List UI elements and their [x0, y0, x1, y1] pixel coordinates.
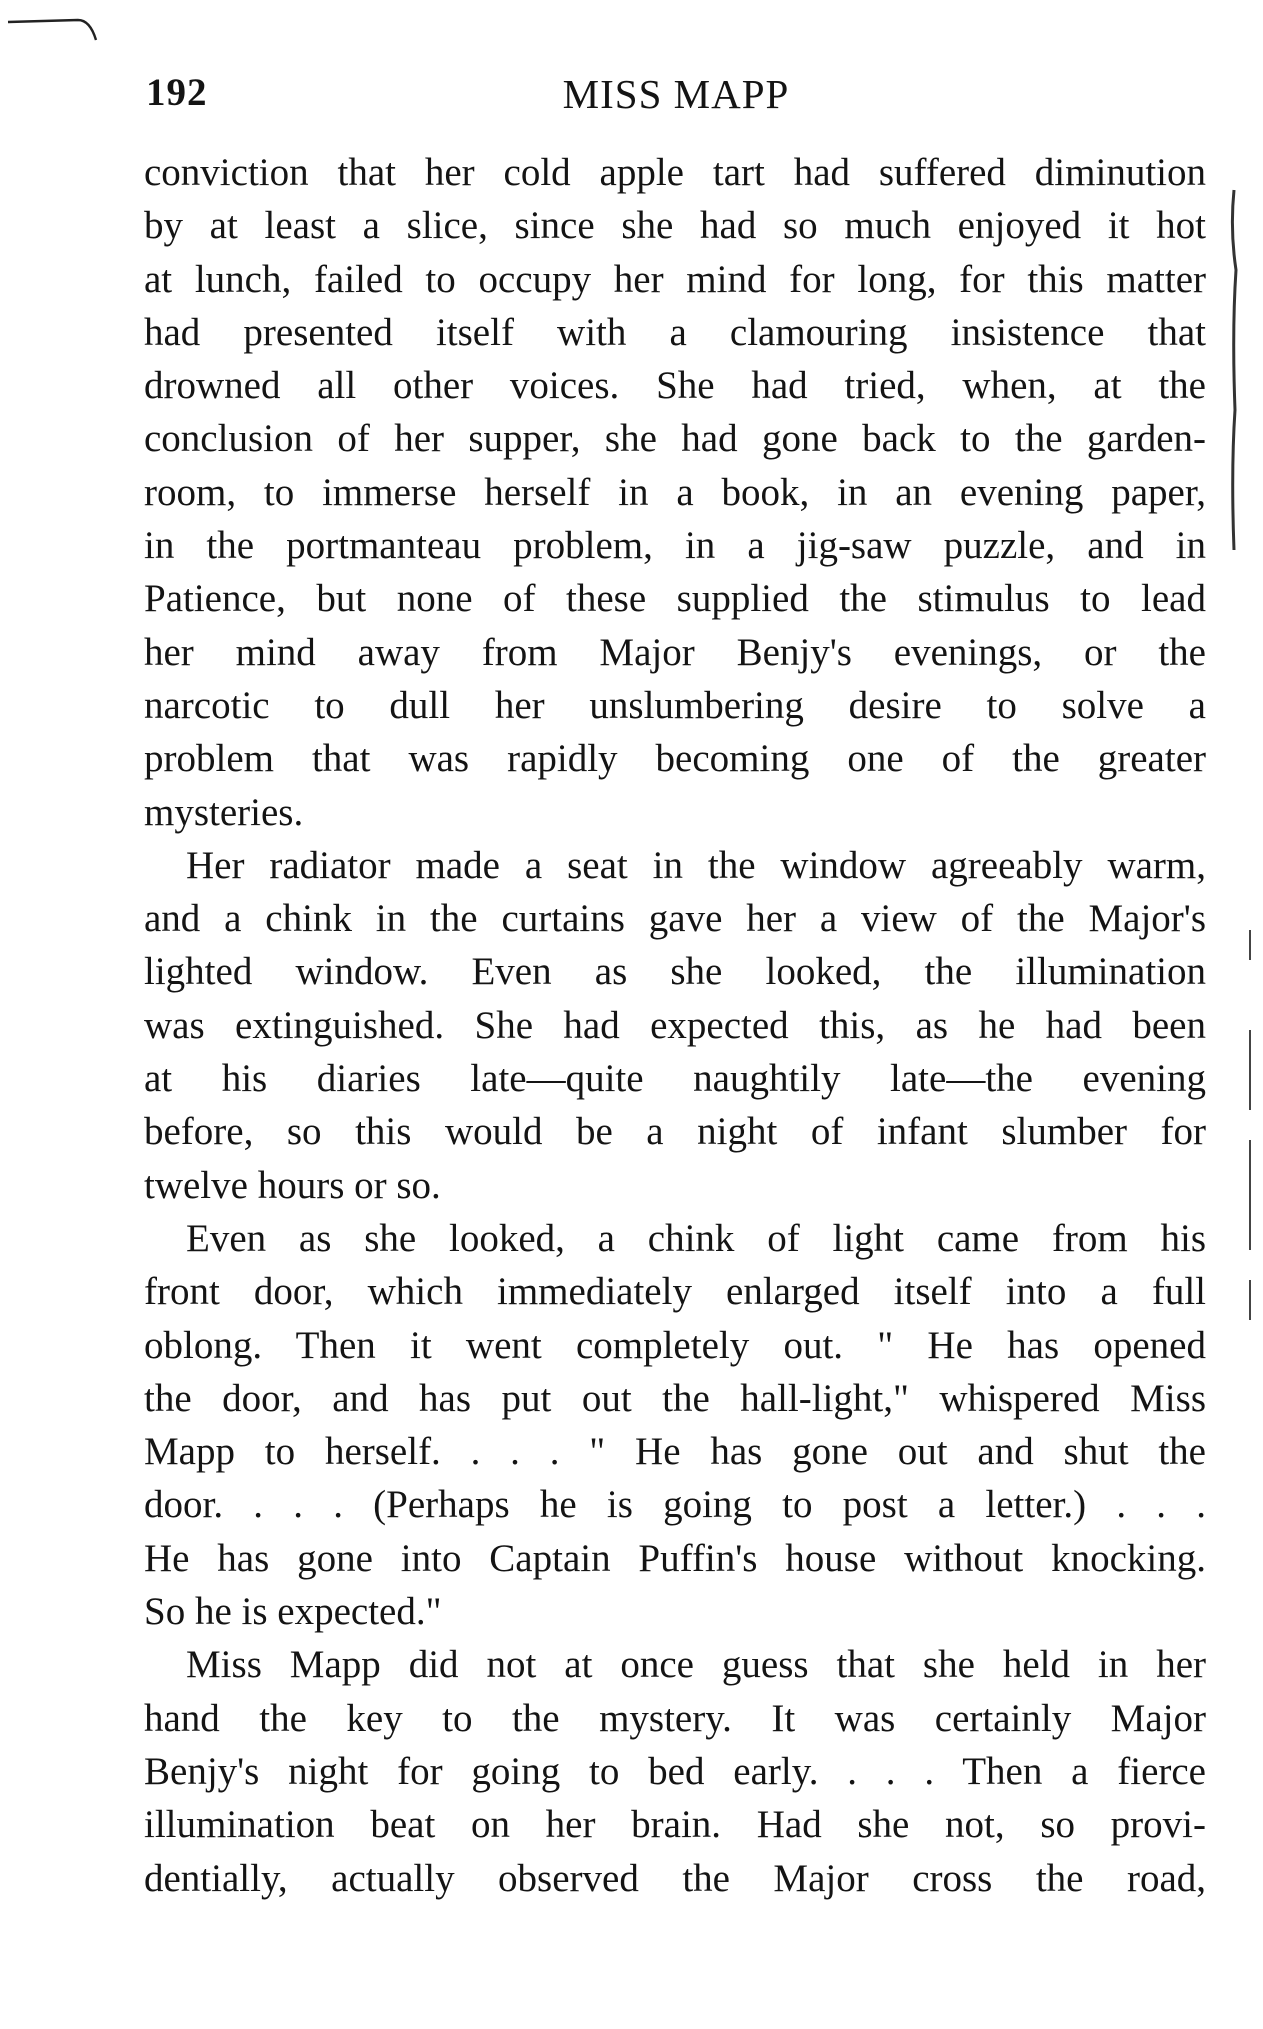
text-line: before, so this would be a night of infant slumber for — [144, 1110, 1206, 1154]
text-line: narcotic to dull her unslumbering desire to solve a — [144, 683, 1206, 727]
text-line: by at least a slice, since she had so much enjoyed it hot — [144, 204, 1206, 248]
text-line: was extinguished. She had expected this, as he had been — [144, 1003, 1206, 1047]
page-number: 192 — [146, 71, 208, 114]
text-line: door. . . . (Perhaps he is going to post a letter.) . . . — [144, 1483, 1206, 1527]
text-line: So he is expected." — [144, 1590, 442, 1634]
text-line: Mapp to herself. . . . " He has gone out and shut the — [144, 1430, 1206, 1474]
text-line: conviction that her cold apple tart had suffered diminution — [144, 151, 1206, 194]
text-line: at his diaries late—quite naughtily late—the evening — [144, 1057, 1206, 1101]
text-line: mysteries. — [144, 790, 304, 834]
text-line: Miss Mapp did not at once guess that she held in her — [186, 1643, 1206, 1687]
text-line: room, to immerse herself in a book, in an evening paper, — [144, 470, 1206, 514]
text-line: He has gone into Captain Puffin's house without knocking. — [144, 1536, 1206, 1580]
text-line: Her radiator made a seat in the window agreeably warm, — [186, 843, 1206, 887]
text-line: Even as she looked, a chink of light came from his — [186, 1216, 1206, 1260]
text-line: front door, which immediately enlarged itself into a full — [144, 1270, 1206, 1314]
text-line: had presented itself with a clamouring insistence that — [144, 310, 1206, 354]
scan-edge-marks — [1228, 150, 1258, 1450]
text-line: and a chink in the curtains gave her a view of the Major's — [144, 897, 1206, 941]
text-line: dentially, actually observed the Major cross the road, — [144, 1856, 1206, 1900]
body-text — [144, 146, 1206, 1905]
page-header — [146, 70, 1206, 130]
paragraph — [144, 839, 1206, 1212]
text-line: in the portmanteau problem, in a jig-saw puzzle, and in — [144, 524, 1206, 568]
paragraph — [144, 146, 1206, 839]
text-line: the door, and has put out the hall-light," whispered Miss — [144, 1376, 1206, 1420]
text-line: twelve hours or so. — [144, 1163, 441, 1207]
running-head: MISS MAPP — [562, 71, 790, 117]
text-line: hand the key to the mystery. It was certainly Major — [144, 1696, 1206, 1740]
text-line: drowned all other voices. She had tried, when, at the — [144, 364, 1206, 408]
text-line: her mind away from Major Benjy's evenings, or the — [144, 630, 1206, 674]
paragraph — [144, 1212, 1206, 1638]
text-line: oblong. Then it went completely out. " He has opened — [144, 1323, 1206, 1367]
pencil-corner-mark — [6, 10, 102, 44]
text-line: Benjy's night for going to bed early. . . . Then a fierce — [144, 1749, 1206, 1793]
text-line: conclusion of her supper, she had gone back to the garden- — [144, 417, 1206, 461]
paragraph — [144, 1638, 1206, 1904]
text-line: illumination beat on her brain. Had she not, so provi- — [144, 1803, 1206, 1847]
text-line: at lunch, failed to occupy her mind for long, for this matter — [144, 257, 1206, 301]
text-line: problem that was rapidly becoming one of the greater — [144, 737, 1206, 781]
text-line: Patience, but none of these supplied the stimulus to lead — [144, 577, 1206, 621]
text-line: lighted window. Even as she looked, the illumination — [144, 950, 1206, 994]
